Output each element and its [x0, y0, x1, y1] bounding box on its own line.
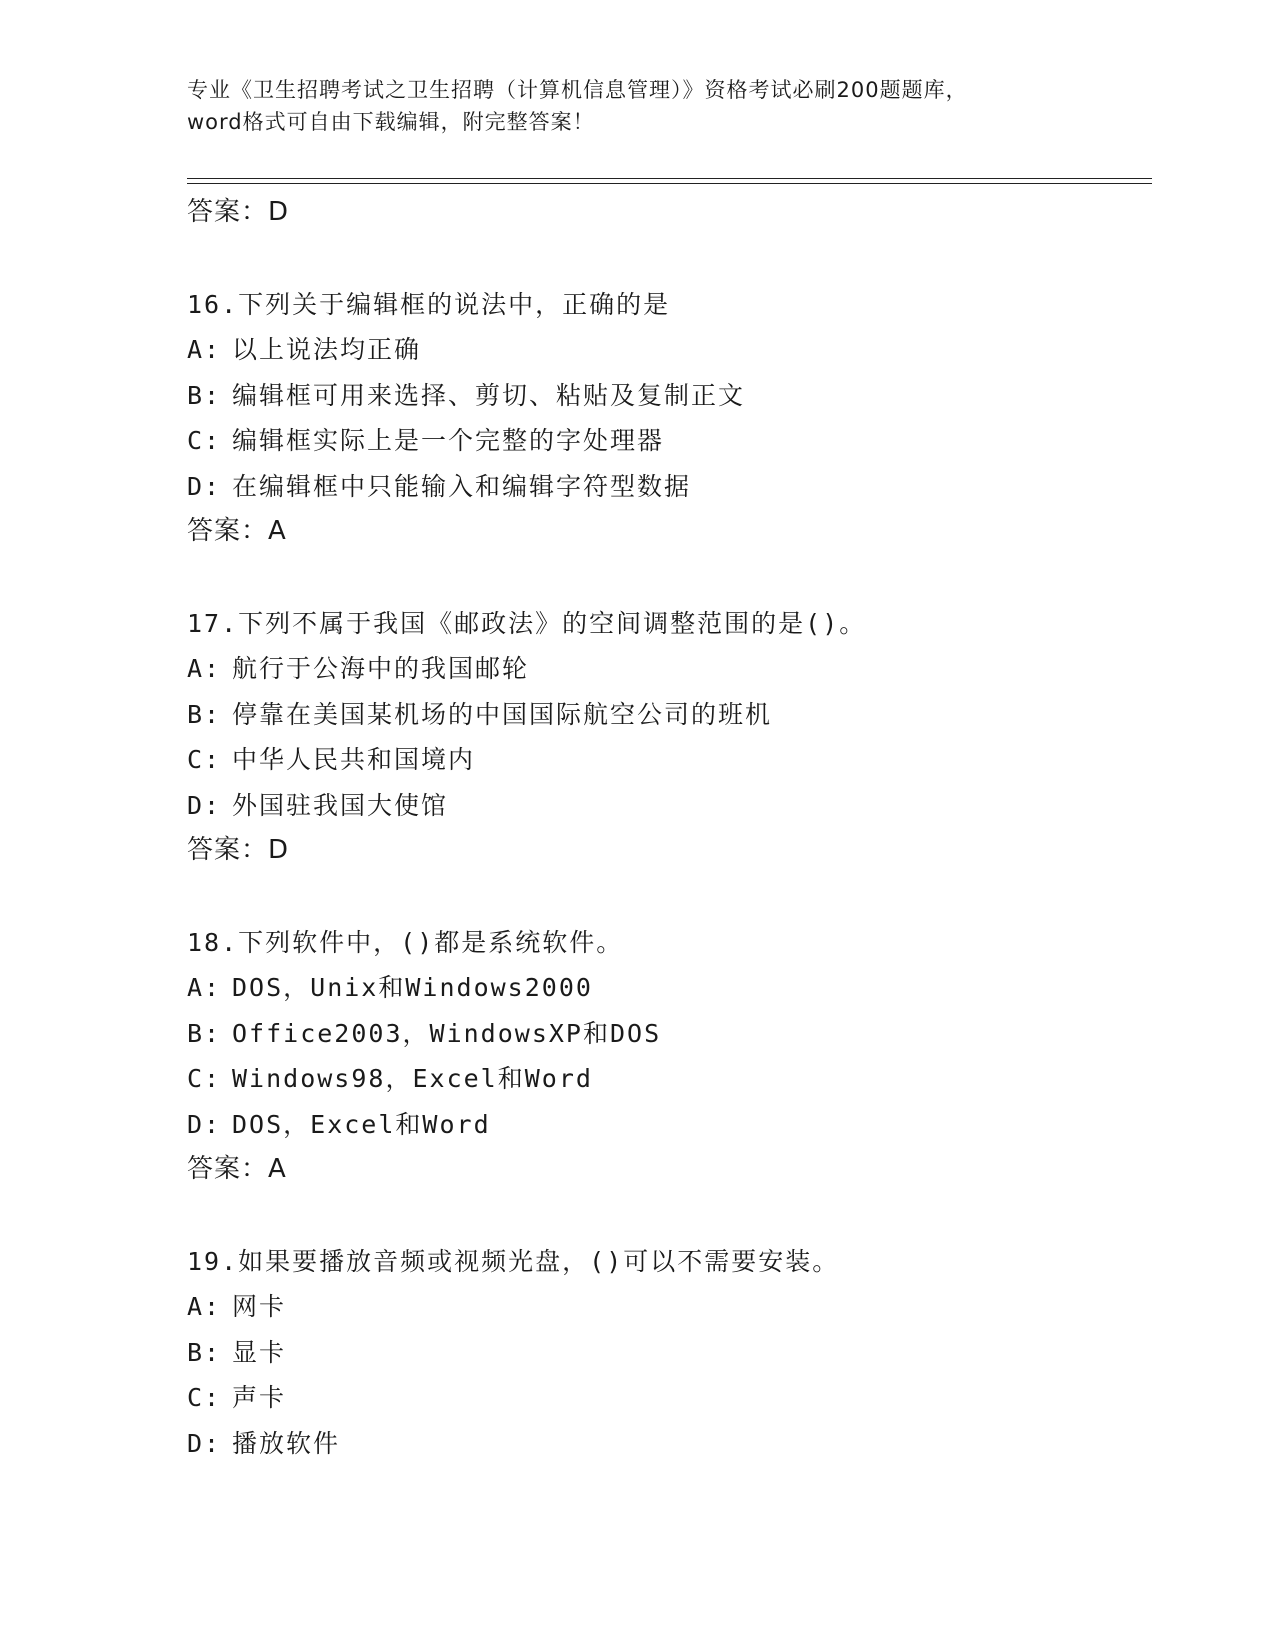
option-label: A:: [187, 1292, 222, 1321]
option-text: 编辑框实际上是一个完整的字处理器: [232, 426, 665, 455]
option-c: [187, 418, 1147, 464]
option-text: 网卡: [232, 1292, 287, 1321]
option-text: 外国驻我国大使馆: [232, 790, 449, 820]
header-line-2: word格式可自由下载编辑，附完整答案！: [187, 110, 595, 134]
question-stem: 19.如果要播放音频或视频光盘，()可以不需要安装。: [187, 1246, 840, 1276]
option-text: 以上说法均正确: [232, 335, 422, 364]
question-list: [187, 190, 1147, 1466]
option-label: D:: [187, 790, 222, 820]
question-19: [187, 1239, 1147, 1467]
option-label: C:: [187, 745, 222, 774]
option-b: [187, 1011, 1147, 1057]
option-label: B:: [187, 1337, 222, 1367]
spacer: [187, 555, 1147, 601]
option-c: [187, 1056, 1147, 1102]
question-stem: 18.下列软件中，()都是系统软件。: [187, 927, 624, 957]
question-17: [187, 601, 1147, 874]
option-a: [187, 327, 1147, 373]
option-text: 显卡: [232, 1337, 287, 1367]
spacer: [187, 236, 1147, 282]
option-a: [187, 965, 1147, 1011]
answer-line: 答案：A: [187, 516, 287, 546]
spacer: [187, 1193, 1147, 1239]
option-b: [187, 1330, 1147, 1376]
option-d: [187, 783, 1147, 829]
option-text: Office2003，WindowsXP和DOS: [232, 1018, 662, 1048]
option-label: A:: [187, 654, 222, 683]
option-label: B:: [187, 1018, 222, 1048]
option-label: C:: [187, 1064, 222, 1093]
option-label: C:: [187, 426, 222, 455]
option-b: [187, 373, 1147, 419]
option-text: 航行于公海中的我国邮轮: [232, 654, 530, 683]
option-text: 中华人民共和国境内: [232, 745, 476, 774]
option-d: [187, 1421, 1147, 1467]
option-label: D:: [187, 1428, 222, 1458]
question-16: [187, 282, 1147, 555]
answer-line: 答案：A: [187, 1154, 287, 1184]
option-c: [187, 1375, 1147, 1421]
option-text: 编辑框可用来选择、剪切、粘贴及复制正文: [232, 380, 746, 410]
option-text: 停靠在美国某机场的中国国际航空公司的班机: [232, 699, 773, 729]
option-text: 在编辑框中只能输入和编辑字符型数据: [232, 471, 692, 501]
question-stem: 16.下列关于编辑框的说法中，正确的是: [187, 289, 671, 319]
header-divider-bottom: [187, 183, 1152, 184]
option-c: [187, 737, 1147, 783]
option-text: DOS，Unix和Windows2000: [232, 973, 593, 1002]
option-text: Windows98，Excel和Word: [232, 1064, 593, 1093]
option-b: [187, 692, 1147, 738]
option-label: D:: [187, 471, 222, 501]
option-d: [187, 1102, 1147, 1148]
option-label: B:: [187, 380, 222, 410]
answer-line: 答案：D: [187, 835, 290, 865]
option-a: [187, 646, 1147, 692]
option-label: D:: [187, 1109, 222, 1139]
spacer: [187, 874, 1147, 920]
header-line-1: 专业《卫生招聘考试之卫生招聘（计算机信息管理）》资格考试必刷200题题库，: [187, 78, 968, 102]
option-text: DOS，Excel和Word: [232, 1109, 491, 1139]
document-header: [187, 74, 1087, 138]
option-label: A:: [187, 973, 222, 1002]
header-divider-top: [187, 178, 1152, 179]
question-18: [187, 920, 1147, 1193]
option-label: C:: [187, 1383, 222, 1412]
option-label: A:: [187, 335, 222, 364]
option-text: 播放软件: [232, 1428, 341, 1458]
option-a: [187, 1284, 1147, 1330]
option-text: 声卡: [232, 1383, 287, 1412]
option-d: [187, 464, 1147, 510]
option-label: B:: [187, 699, 222, 729]
previous-answer: 答案：D: [187, 197, 290, 227]
question-stem: 17.下列不属于我国《邮政法》的空间调整范围的是()。: [187, 608, 867, 638]
